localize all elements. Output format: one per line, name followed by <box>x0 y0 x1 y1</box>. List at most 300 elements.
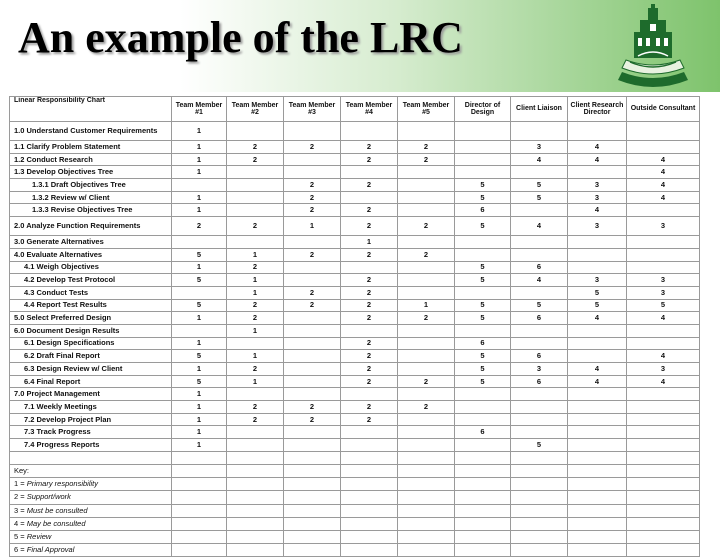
empty-cell <box>627 478 700 491</box>
responsibility-cell <box>284 350 341 363</box>
responsibility-cell <box>284 337 341 350</box>
header-row <box>10 97 700 122</box>
responsibility-cell <box>341 426 398 439</box>
responsibility-cell: 2 <box>172 217 227 236</box>
empty-cell <box>284 504 341 517</box>
responsibility-cell <box>284 375 341 388</box>
responsibility-cell: 5 <box>172 350 227 363</box>
responsibility-cell <box>568 388 627 401</box>
key-text: Review <box>26 532 52 542</box>
responsibility-cell: 5 <box>568 286 627 299</box>
responsibility-cell <box>227 166 284 179</box>
responsibility-cell <box>568 426 627 439</box>
responsibility-cell: 2 <box>341 153 398 166</box>
responsibility-cell: 1 <box>172 388 227 401</box>
task-cell: 1.3.1 Draft Objectives Tree <box>10 179 172 192</box>
task-cell: 1.3.2 Review w/ Client <box>10 191 172 204</box>
responsibility-cell <box>511 388 568 401</box>
table-row <box>10 122 700 141</box>
task-cell: 7.4 Progress Reports <box>10 439 172 452</box>
empty-cell <box>341 491 398 504</box>
responsibility-cell <box>627 337 700 350</box>
responsibility-cell: 1 <box>172 204 227 217</box>
responsibility-cell: 2 <box>284 248 341 261</box>
responsibility-cell: 1 <box>227 286 284 299</box>
responsibility-cell <box>172 286 227 299</box>
table-row <box>10 413 700 426</box>
responsibility-cell: 5 <box>627 299 700 312</box>
empty-cell <box>284 530 341 543</box>
responsibility-cell: 4 <box>511 217 568 236</box>
empty-cell <box>398 491 455 504</box>
empty-cell <box>511 465 568 478</box>
empty-cell <box>284 491 341 504</box>
responsibility-cell: 3 <box>568 191 627 204</box>
responsibility-cell: 2 <box>227 141 284 154</box>
responsibility-cell <box>455 166 511 179</box>
responsibility-cell: 2 <box>284 179 341 192</box>
responsibility-cell <box>398 191 455 204</box>
key-separator: = <box>18 479 27 489</box>
responsibility-cell <box>627 261 700 274</box>
responsibility-cell <box>284 363 341 376</box>
responsibility-cell <box>627 248 700 261</box>
empty-cell <box>398 530 455 543</box>
responsibility-cell: 1 <box>227 274 284 287</box>
key-text: May be consulted <box>26 518 86 528</box>
task-cell: 5.0 Select Preferred Design <box>10 312 172 325</box>
column-header: Team Member #1 <box>172 97 227 122</box>
empty-cell <box>227 517 284 530</box>
responsibility-cell: 4 <box>568 312 627 325</box>
key-separator: = <box>18 492 27 502</box>
responsibility-cell: 2 <box>398 401 455 414</box>
responsibility-cell: 1 <box>172 191 227 204</box>
empty-cell <box>627 465 700 478</box>
key-separator: = <box>18 505 27 515</box>
responsibility-cell: 1 <box>172 337 227 350</box>
responsibility-cell: 4 <box>568 363 627 376</box>
empty-cell <box>511 544 568 557</box>
lrc-body <box>10 122 700 557</box>
empty-cell <box>341 465 398 478</box>
responsibility-cell: 2 <box>284 413 341 426</box>
key-text: Support/work <box>26 492 71 502</box>
responsibility-cell: 1 <box>341 236 398 249</box>
column-header: Outside Consultant <box>627 97 700 122</box>
table-row <box>10 363 700 376</box>
key-label: Key: <box>10 465 172 478</box>
empty-cell <box>627 451 700 464</box>
responsibility-cell: 1 <box>172 261 227 274</box>
task-cell: 2.0 Analyze Function Requirements <box>10 217 172 236</box>
empty-cell <box>284 451 341 464</box>
column-header: Team Member #5 <box>398 97 455 122</box>
empty-cell <box>341 544 398 557</box>
empty-cell <box>568 517 627 530</box>
key-text: Final Approval <box>26 545 75 555</box>
empty-cell <box>172 478 227 491</box>
responsibility-cell: 2 <box>398 312 455 325</box>
responsibility-cell: 5 <box>511 439 568 452</box>
responsibility-cell: 2 <box>341 337 398 350</box>
responsibility-cell <box>398 166 455 179</box>
empty-cell <box>227 530 284 543</box>
empty-cell <box>568 544 627 557</box>
responsibility-cell <box>568 261 627 274</box>
responsibility-cell: 2 <box>341 299 398 312</box>
responsibility-cell <box>627 236 700 249</box>
responsibility-cell <box>284 153 341 166</box>
key-entry <box>10 478 172 491</box>
responsibility-cell: 5 <box>511 191 568 204</box>
empty-cell <box>341 517 398 530</box>
empty-cell <box>10 451 172 464</box>
responsibility-cell <box>284 426 341 439</box>
empty-cell <box>284 465 341 478</box>
responsibility-cell: 3 <box>511 141 568 154</box>
table-row <box>10 191 700 204</box>
empty-cell <box>227 465 284 478</box>
responsibility-cell: 2 <box>341 413 398 426</box>
task-cell: 1.3.3 Revise Objectives Tree <box>10 204 172 217</box>
key-entry <box>10 517 172 530</box>
responsibility-cell <box>568 166 627 179</box>
responsibility-cell: 5 <box>455 191 511 204</box>
responsibility-cell <box>227 337 284 350</box>
responsibility-cell <box>341 439 398 452</box>
responsibility-cell: 1 <box>172 413 227 426</box>
task-cell: 6.3 Design Review w/ Client <box>10 363 172 376</box>
table-row <box>10 286 700 299</box>
responsibility-cell: 5 <box>172 274 227 287</box>
responsibility-cell: 2 <box>398 217 455 236</box>
empty-cell <box>455 478 511 491</box>
responsibility-cell: 1 <box>398 299 455 312</box>
responsibility-cell <box>284 439 341 452</box>
responsibility-cell <box>627 388 700 401</box>
responsibility-cell <box>568 350 627 363</box>
responsibility-cell: 2 <box>341 375 398 388</box>
responsibility-cell: 3 <box>568 179 627 192</box>
responsibility-cell: 2 <box>341 217 398 236</box>
responsibility-cell: 4 <box>627 312 700 325</box>
responsibility-cell <box>398 426 455 439</box>
empty-cell <box>455 517 511 530</box>
responsibility-cell: 2 <box>227 217 284 236</box>
responsibility-cell <box>398 236 455 249</box>
responsibility-cell <box>398 274 455 287</box>
responsibility-cell: 2 <box>341 363 398 376</box>
responsibility-cell <box>398 324 455 337</box>
responsibility-cell <box>284 388 341 401</box>
responsibility-cell <box>172 236 227 249</box>
key-entry <box>10 491 172 504</box>
responsibility-cell <box>455 153 511 166</box>
empty-cell <box>511 504 568 517</box>
empty-cell <box>172 451 227 464</box>
responsibility-cell <box>398 388 455 401</box>
responsibility-cell <box>511 401 568 414</box>
responsibility-cell: 3 <box>511 363 568 376</box>
empty-cell <box>398 451 455 464</box>
table-row <box>10 248 700 261</box>
responsibility-cell: 2 <box>284 299 341 312</box>
responsibility-cell <box>227 388 284 401</box>
responsibility-cell <box>568 122 627 141</box>
responsibility-cell <box>455 413 511 426</box>
responsibility-cell: 3 <box>627 286 700 299</box>
responsibility-cell: 5 <box>455 312 511 325</box>
table-row <box>10 179 700 192</box>
key-text: Must be consulted <box>26 505 88 515</box>
empty-cell <box>455 504 511 517</box>
key-separator: = <box>18 545 27 555</box>
task-cell: 7.0 Project Management <box>10 388 172 401</box>
table-row <box>10 141 700 154</box>
table-row <box>10 439 700 452</box>
responsibility-cell: 4 <box>627 191 700 204</box>
responsibility-cell: 4 <box>627 153 700 166</box>
linear-responsibility-chart <box>9 96 699 555</box>
responsibility-cell <box>398 261 455 274</box>
responsibility-cell <box>511 286 568 299</box>
empty-cell <box>627 491 700 504</box>
responsibility-cell: 5 <box>568 299 627 312</box>
column-header: Team Member #2 <box>227 97 284 122</box>
responsibility-cell: 5 <box>455 179 511 192</box>
responsibility-cell: 6 <box>455 426 511 439</box>
key-code: 1 <box>14 479 19 489</box>
responsibility-cell <box>398 439 455 452</box>
key-row <box>10 504 700 517</box>
responsibility-cell <box>284 312 341 325</box>
responsibility-cell <box>227 426 284 439</box>
key-separator: = <box>18 532 27 542</box>
empty-cell <box>627 517 700 530</box>
responsibility-cell <box>341 261 398 274</box>
responsibility-cell: 5 <box>455 363 511 376</box>
responsibility-cell: 1 <box>172 122 227 141</box>
responsibility-cell: 2 <box>227 363 284 376</box>
empty-cell <box>455 544 511 557</box>
empty-cell <box>455 451 511 464</box>
empty-cell <box>172 465 227 478</box>
empty-cell <box>341 504 398 517</box>
responsibility-cell <box>284 166 341 179</box>
column-header: Client Liaison <box>511 97 568 122</box>
responsibility-cell: 4 <box>568 204 627 217</box>
table-row <box>10 153 700 166</box>
responsibility-cell <box>398 337 455 350</box>
responsibility-cell <box>227 179 284 192</box>
responsibility-cell: 2 <box>227 401 284 414</box>
responsibility-cell <box>627 324 700 337</box>
task-cell: 6.1 Design Specifications <box>10 337 172 350</box>
responsibility-cell <box>227 236 284 249</box>
empty-cell <box>455 491 511 504</box>
table-row <box>10 236 700 249</box>
responsibility-cell: 5 <box>172 375 227 388</box>
empty-cell <box>511 491 568 504</box>
responsibility-cell <box>568 337 627 350</box>
key-entry <box>10 504 172 517</box>
spacer-row <box>10 451 700 464</box>
empty-cell <box>511 530 568 543</box>
responsibility-cell: 3 <box>627 217 700 236</box>
responsibility-cell: 1 <box>284 217 341 236</box>
responsibility-cell <box>227 122 284 141</box>
responsibility-cell <box>455 439 511 452</box>
responsibility-cell <box>284 274 341 287</box>
responsibility-cell: 1 <box>172 141 227 154</box>
responsibility-cell: 5 <box>455 274 511 287</box>
responsibility-cell <box>172 179 227 192</box>
responsibility-cell <box>398 363 455 376</box>
responsibility-cell <box>341 122 398 141</box>
responsibility-cell: 6 <box>511 312 568 325</box>
responsibility-cell: 3 <box>568 217 627 236</box>
empty-cell <box>627 504 700 517</box>
key-separator: = <box>18 518 27 528</box>
task-cell: 1.0 Understand Customer Requirements <box>10 122 172 141</box>
column-header: Team Member #3 <box>284 97 341 122</box>
task-cell: 6.2 Draft Final Report <box>10 350 172 363</box>
responsibility-cell: 2 <box>398 153 455 166</box>
responsibility-cell: 6 <box>455 204 511 217</box>
key-code: 4 <box>14 518 19 528</box>
responsibility-cell: 2 <box>284 286 341 299</box>
responsibility-cell: 2 <box>284 141 341 154</box>
task-cell: 4.0 Evaluate Alternatives <box>10 248 172 261</box>
table-row <box>10 426 700 439</box>
table-row <box>10 166 700 179</box>
task-cell: 1.3 Develop Objectives Tree <box>10 166 172 179</box>
responsibility-cell <box>627 439 700 452</box>
responsibility-cell <box>511 166 568 179</box>
empty-cell <box>398 544 455 557</box>
responsibility-cell: 2 <box>341 312 398 325</box>
empty-cell <box>172 491 227 504</box>
table-row <box>10 312 700 325</box>
responsibility-cell: 2 <box>284 191 341 204</box>
responsibility-cell: 4 <box>627 166 700 179</box>
task-cell: 4.3 Conduct Tests <box>10 286 172 299</box>
responsibility-cell <box>284 236 341 249</box>
responsibility-cell <box>627 122 700 141</box>
empty-cell <box>511 451 568 464</box>
responsibility-cell <box>341 191 398 204</box>
chart-title: Linear Responsibility Chart <box>10 97 172 122</box>
empty-cell <box>284 517 341 530</box>
responsibility-cell: 2 <box>341 248 398 261</box>
responsibility-cell <box>511 204 568 217</box>
empty-cell <box>398 478 455 491</box>
table-row <box>10 324 700 337</box>
key-entry <box>10 530 172 543</box>
task-cell: 7.2 Develop Project Plan <box>10 413 172 426</box>
responsibility-cell: 2 <box>341 204 398 217</box>
empty-cell <box>341 478 398 491</box>
table-row <box>10 274 700 287</box>
empty-cell <box>398 504 455 517</box>
responsibility-cell: 1 <box>172 153 227 166</box>
empty-cell <box>227 451 284 464</box>
responsibility-cell: 6 <box>455 337 511 350</box>
empty-cell <box>172 544 227 557</box>
table-row <box>10 388 700 401</box>
key-row <box>10 530 700 543</box>
task-cell: 6.4 Final Report <box>10 375 172 388</box>
column-header: Director of Design <box>455 97 511 122</box>
task-cell: 3.0 Generate Alternatives <box>10 236 172 249</box>
empty-cell <box>398 465 455 478</box>
responsibility-cell <box>455 122 511 141</box>
responsibility-cell: 1 <box>172 363 227 376</box>
responsibility-cell <box>341 324 398 337</box>
responsibility-cell: 4 <box>568 375 627 388</box>
responsibility-cell <box>455 236 511 249</box>
responsibility-cell: 1 <box>172 426 227 439</box>
responsibility-cell: 4 <box>627 350 700 363</box>
key-row <box>10 544 700 557</box>
column-header: Team Member #4 <box>341 97 398 122</box>
responsibility-cell <box>568 324 627 337</box>
empty-cell <box>227 504 284 517</box>
empty-cell <box>455 465 511 478</box>
key-label-row <box>10 465 700 478</box>
responsibility-cell <box>568 401 627 414</box>
responsibility-cell: 2 <box>341 141 398 154</box>
responsibility-cell <box>511 324 568 337</box>
task-cell: 4.1 Weigh Objectives <box>10 261 172 274</box>
responsibility-cell: 1 <box>227 324 284 337</box>
task-cell: 1.1 Clarify Problem Statement <box>10 141 172 154</box>
table-row <box>10 375 700 388</box>
table-row <box>10 217 700 236</box>
responsibility-cell: 2 <box>227 299 284 312</box>
responsibility-cell: 4 <box>627 179 700 192</box>
responsibility-cell: 5 <box>455 299 511 312</box>
responsibility-cell: 6 <box>511 350 568 363</box>
responsibility-cell <box>455 388 511 401</box>
responsibility-cell: 2 <box>284 401 341 414</box>
empty-cell <box>227 478 284 491</box>
table-row <box>10 299 700 312</box>
responsibility-cell <box>568 413 627 426</box>
slide-header <box>0 0 720 92</box>
table-row <box>10 261 700 274</box>
empty-cell <box>568 451 627 464</box>
table-row <box>10 337 700 350</box>
key-entry <box>10 544 172 557</box>
responsibility-cell: 5 <box>511 299 568 312</box>
responsibility-cell <box>511 236 568 249</box>
responsibility-cell: 2 <box>398 375 455 388</box>
responsibility-cell <box>511 426 568 439</box>
key-code: 2 <box>14 492 19 502</box>
responsibility-cell: 1 <box>172 439 227 452</box>
responsibility-cell: 5 <box>172 248 227 261</box>
empty-cell <box>455 530 511 543</box>
key-row <box>10 491 700 504</box>
lrc-table <box>9 96 700 557</box>
empty-cell <box>511 517 568 530</box>
empty-cell <box>227 544 284 557</box>
empty-cell <box>398 517 455 530</box>
responsibility-cell <box>568 248 627 261</box>
responsibility-cell: 2 <box>227 413 284 426</box>
